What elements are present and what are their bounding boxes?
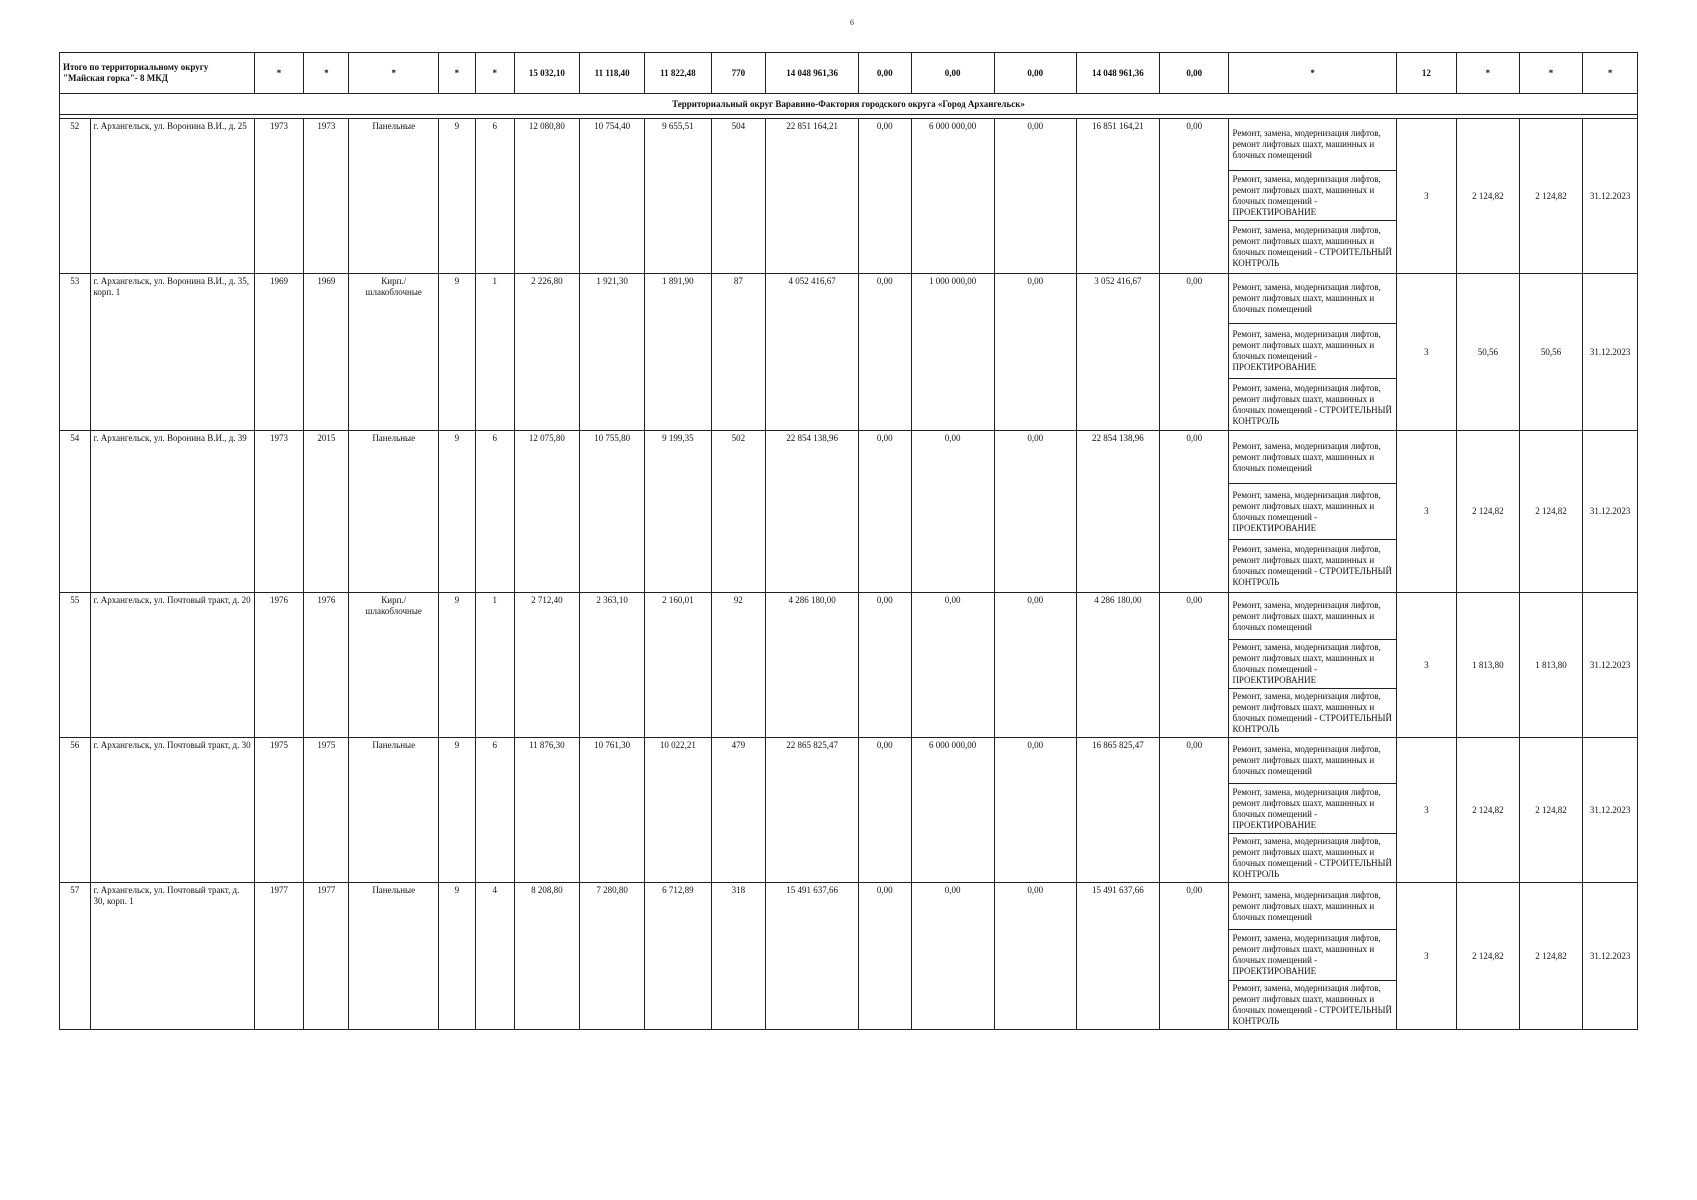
cell-num: 54	[60, 431, 91, 593]
cell-unit-cost: 2 124,82	[1456, 431, 1519, 593]
cell-living-area: 10 755,80	[579, 431, 644, 593]
cell-work-type: Ремонт, замена, модернизация лифтов, ремонт лифтовых шахт, машинных и блочных помещений	[1229, 738, 1396, 784]
cell-residential-area: 1 891,90	[645, 274, 711, 431]
cell-owners: 4 286 180,00	[1076, 593, 1159, 738]
cell-floors: 9	[438, 593, 475, 738]
cell-unit-cost: 1 813,80	[1456, 593, 1519, 738]
cell-year-overhaul: 1975	[304, 738, 349, 883]
overhaul-register-table	[59, 52, 1638, 1030]
cell-living-area: 10 754,40	[579, 119, 644, 274]
cell-floors: 9	[438, 883, 475, 1030]
cell-work-type: Ремонт, замена, модернизация лифтов, ремонт лифтовых шахт, машинных и блочных помещений	[1229, 593, 1396, 640]
cell-num: 57	[60, 883, 91, 1030]
cell-year-built: 1973	[254, 119, 303, 274]
cell-work-type: Ремонт, замена, модернизация лифтов, ремонт лифтовых шахт, машинных и блочных помещений - СТРОИТЕЛЬНЫЙ КОНТРОЛЬ	[1229, 221, 1396, 274]
cell-residential-area: 9 199,35	[645, 431, 711, 593]
total-year-overhaul: *	[304, 53, 349, 94]
total-other: 0,00	[1159, 53, 1228, 94]
cell-owners: 16 865 825,47	[1076, 738, 1159, 883]
cell-address: г. Архангельск, ул. Почтовый тракт, д. 30	[90, 738, 254, 883]
cell-max-cost: 50,56	[1519, 274, 1582, 431]
cell-count: 3	[1396, 119, 1456, 274]
cell-fund: 0,00	[858, 883, 911, 1030]
cell-living-area: 10 761,30	[579, 738, 644, 883]
cell-other: 0,00	[1159, 883, 1228, 1030]
table-row	[60, 883, 1638, 930]
cell-living-area: 1 921,30	[579, 274, 644, 431]
cell-unit-cost: 2 124,82	[1456, 883, 1519, 1030]
cell-year-built: 1969	[254, 274, 303, 431]
table-row	[60, 274, 1638, 324]
cell-total-area: 2 712,40	[514, 593, 579, 738]
total-owners: 14 048 961,36	[1076, 53, 1159, 94]
cell-deadline: 31.12.2023	[1583, 119, 1638, 274]
cell-budget-region: 0,00	[911, 593, 994, 738]
cell-deadline: 31.12.2023	[1583, 431, 1638, 593]
total-living-area: 11 118,40	[579, 53, 644, 94]
cell-work-type: Ремонт, замена, модернизация лифтов, ремонт лифтовых шахт, машинных и блочных помещений - ПРОЕКТИРОВАНИЕ	[1229, 484, 1396, 540]
cell-budget-local: 0,00	[994, 738, 1076, 883]
cell-deadline: 31.12.2023	[1583, 274, 1638, 431]
cell-material: Панельные	[349, 431, 438, 593]
cell-count: 3	[1396, 274, 1456, 431]
cell-entrances: 6	[475, 119, 514, 274]
cell-other: 0,00	[1159, 738, 1228, 883]
cell-count: 3	[1396, 883, 1456, 1030]
cell-work-type: Ремонт, замена, модернизация лифтов, ремонт лифтовых шахт, машинных и блочных помещений - СТРОИТЕЛЬНЫЙ КОНТРОЛЬ	[1229, 834, 1396, 883]
cell-material: Панельные	[349, 738, 438, 883]
district-total-row	[60, 53, 1638, 94]
cell-floors: 9	[438, 738, 475, 883]
cell-deadline: 31.12.2023	[1583, 593, 1638, 738]
cell-budget-region: 6 000 000,00	[911, 119, 994, 274]
cell-fund: 0,00	[858, 119, 911, 274]
cell-other: 0,00	[1159, 431, 1228, 593]
total-material: *	[349, 53, 438, 94]
cell-other: 0,00	[1159, 274, 1228, 431]
cell-residents: 479	[711, 738, 766, 883]
total-residents: 770	[711, 53, 766, 94]
cell-address: г. Архангельск, ул. Воронина В.И., д. 25	[90, 119, 254, 274]
table-row	[60, 738, 1638, 784]
total-unit-cost: *	[1456, 53, 1519, 94]
total-floors: *	[438, 53, 475, 94]
cell-cost-total: 15 491 637,66	[766, 883, 859, 1030]
cell-work-type: Ремонт, замена, модернизация лифтов, ремонт лифтовых шахт, машинных и блочных помещений - СТРОИТЕЛЬНЫЙ КОНТРОЛЬ	[1229, 689, 1396, 738]
cell-entrances: 6	[475, 738, 514, 883]
cell-num: 53	[60, 274, 91, 431]
cell-work-type: Ремонт, замена, модернизация лифтов, ремонт лифтовых шахт, машинных и блочных помещений - СТРОИТЕЛЬНЫЙ КОНТРОЛЬ	[1229, 540, 1396, 593]
cell-year-overhaul: 1969	[304, 274, 349, 431]
cell-address: г. Архангельск, ул. Воронина В.И., д. 35, корп. 1	[90, 274, 254, 431]
cell-other: 0,00	[1159, 119, 1228, 274]
total-cost: 14 048 961,36	[766, 53, 859, 94]
cell-num: 56	[60, 738, 91, 883]
cell-year-overhaul: 2015	[304, 431, 349, 593]
district-header-row	[60, 94, 1638, 115]
cell-max-cost: 2 124,82	[1519, 431, 1582, 593]
cell-residential-area: 6 712,89	[645, 883, 711, 1030]
page-number: 6	[850, 18, 854, 27]
total-fund: 0,00	[858, 53, 911, 94]
cell-residents: 318	[711, 883, 766, 1030]
table-row	[60, 119, 1638, 171]
cell-work-type: Ремонт, замена, модернизация лифтов, ремонт лифтовых шахт, машинных и блочных помещений - ПРОЕКТИРОВАНИЕ	[1229, 171, 1396, 221]
total-max-cost: *	[1519, 53, 1582, 94]
cell-living-area: 7 280,80	[579, 883, 644, 1030]
cell-address: г. Архангельск, ул. Воронина В.И., д. 39	[90, 431, 254, 593]
cell-max-cost: 1 813,80	[1519, 593, 1582, 738]
cell-total-area: 2 226,80	[514, 274, 579, 431]
cell-work-type: Ремонт, замена, модернизация лифтов, ремонт лифтовых шахт, машинных и блочных помещений - ПРОЕКТИРОВАНИЕ	[1229, 640, 1396, 689]
cell-owners: 16 851 164,21	[1076, 119, 1159, 274]
cell-year-overhaul: 1973	[304, 119, 349, 274]
total-budget-local: 0,00	[994, 53, 1076, 94]
cell-budget-local: 0,00	[994, 593, 1076, 738]
cell-cost-total: 4 052 416,67	[766, 274, 859, 431]
cell-material: Панельные	[349, 883, 438, 1030]
cell-living-area: 2 363,10	[579, 593, 644, 738]
cell-material: Кирп./ шлакоблочные	[349, 593, 438, 738]
cell-year-overhaul: 1976	[304, 593, 349, 738]
district-header: Территориальный округ Варавино-Фактория городского округа «Город Архангельск»	[60, 94, 1638, 115]
total-total-area: 15 032,10	[514, 53, 579, 94]
cell-cost-total: 22 865 825,47	[766, 738, 859, 883]
cell-residential-area: 10 022,21	[645, 738, 711, 883]
total-deadline: *	[1583, 53, 1638, 94]
cell-residential-area: 9 655,51	[645, 119, 711, 274]
total-budget-region: 0,00	[911, 53, 994, 94]
cell-work-type: Ремонт, замена, модернизация лифтов, ремонт лифтовых шахт, машинных и блочных помещений	[1229, 883, 1396, 930]
cell-residents: 92	[711, 593, 766, 738]
cell-work-type: Ремонт, замена, модернизация лифтов, ремонт лифтовых шахт, машинных и блочных помещений - ПРОЕКТИРОВАНИЕ	[1229, 324, 1396, 379]
cell-unit-cost: 2 124,82	[1456, 738, 1519, 883]
cell-budget-region: 1 000 000,00	[911, 274, 994, 431]
cell-work-type: Ремонт, замена, модернизация лифтов, ремонт лифтовых шахт, машинных и блочных помещений - ПРОЕКТИРОВАНИЕ	[1229, 784, 1396, 834]
total-entrances: *	[475, 53, 514, 94]
cell-cost-total: 22 851 164,21	[766, 119, 859, 274]
cell-work-type: Ремонт, замена, модернизация лифтов, ремонт лифтовых шахт, машинных и блочных помещений - ПРОЕКТИРОВАНИЕ	[1229, 930, 1396, 981]
cell-year-built: 1977	[254, 883, 303, 1030]
cell-num: 55	[60, 593, 91, 738]
cell-budget-local: 0,00	[994, 119, 1076, 274]
cell-budget-local: 0,00	[994, 431, 1076, 593]
cell-max-cost: 2 124,82	[1519, 119, 1582, 274]
cell-count: 3	[1396, 738, 1456, 883]
cell-year-built: 1975	[254, 738, 303, 883]
cell-fund: 0,00	[858, 431, 911, 593]
cell-deadline: 31.12.2023	[1583, 883, 1638, 1030]
table-row	[60, 431, 1638, 484]
cell-owners: 22 854 138,96	[1076, 431, 1159, 593]
cell-cost-total: 4 286 180,00	[766, 593, 859, 738]
cell-budget-region: 0,00	[911, 883, 994, 1030]
cell-entrances: 1	[475, 593, 514, 738]
total-count: 12	[1396, 53, 1456, 94]
cell-budget-local: 0,00	[994, 883, 1076, 1030]
cell-fund: 0,00	[858, 274, 911, 431]
cell-max-cost: 2 124,82	[1519, 883, 1582, 1030]
table-row	[60, 593, 1638, 640]
cell-floors: 9	[438, 119, 475, 274]
cell-year-built: 1976	[254, 593, 303, 738]
total-year-built: *	[254, 53, 303, 94]
cell-address: г. Архангельск, ул. Почтовый тракт, д. 30, корп. 1	[90, 883, 254, 1030]
cell-num: 52	[60, 119, 91, 274]
cell-cost-total: 22 854 138,96	[766, 431, 859, 593]
cell-work-type: Ремонт, замена, модернизация лифтов, ремонт лифтовых шахт, машинных и блочных помещений - СТРОИТЕЛЬНЫЙ КОНТРОЛЬ	[1229, 379, 1396, 431]
cell-fund: 0,00	[858, 738, 911, 883]
cell-total-area: 8 208,80	[514, 883, 579, 1030]
cell-count: 3	[1396, 431, 1456, 593]
cell-residential-area: 2 160,01	[645, 593, 711, 738]
cell-total-area: 12 075,80	[514, 431, 579, 593]
cell-unit-cost: 50,56	[1456, 274, 1519, 431]
cell-work-type: Ремонт, замена, модернизация лифтов, ремонт лифтовых шахт, машинных и блочных помещений	[1229, 274, 1396, 324]
cell-entrances: 6	[475, 431, 514, 593]
cell-material: Панельные	[349, 119, 438, 274]
cell-residents: 87	[711, 274, 766, 431]
cell-budget-region: 0,00	[911, 431, 994, 593]
cell-work-type: Ремонт, замена, модернизация лифтов, ремонт лифтовых шахт, машинных и блочных помещений	[1229, 119, 1396, 171]
total-row-name: Итого по территориальному округу "Майская горка"- 8 МКД	[60, 53, 255, 94]
cell-material: Кирп./ шлакоблочные	[349, 274, 438, 431]
cell-unit-cost: 2 124,82	[1456, 119, 1519, 274]
cell-deadline: 31.12.2023	[1583, 738, 1638, 883]
cell-owners: 15 491 637,66	[1076, 883, 1159, 1030]
cell-entrances: 1	[475, 274, 514, 431]
cell-total-area: 12 080,80	[514, 119, 579, 274]
cell-work-type: Ремонт, замена, модернизация лифтов, ремонт лифтовых шахт, машинных и блочных помещений - СТРОИТЕЛЬНЫЙ КОНТРОЛЬ	[1229, 981, 1396, 1030]
cell-entrances: 4	[475, 883, 514, 1030]
cell-address: г. Архангельск, ул. Почтовый тракт, д. 20	[90, 593, 254, 738]
cell-work-type: Ремонт, замена, модернизация лифтов, ремонт лифтовых шахт, машинных и блочных помещений	[1229, 431, 1396, 484]
cell-max-cost: 2 124,82	[1519, 738, 1582, 883]
cell-residents: 504	[711, 119, 766, 274]
cell-budget-local: 0,00	[994, 274, 1076, 431]
total-work: *	[1229, 53, 1396, 94]
cell-budget-region: 6 000 000,00	[911, 738, 994, 883]
cell-count: 3	[1396, 593, 1456, 738]
total-residential-area: 11 822,48	[645, 53, 711, 94]
cell-floors: 9	[438, 431, 475, 593]
cell-total-area: 11 876,30	[514, 738, 579, 883]
cell-year-overhaul: 1977	[304, 883, 349, 1030]
cell-owners: 3 052 416,67	[1076, 274, 1159, 431]
cell-floors: 9	[438, 274, 475, 431]
cell-other: 0,00	[1159, 593, 1228, 738]
cell-year-built: 1973	[254, 431, 303, 593]
cell-fund: 0,00	[858, 593, 911, 738]
cell-residents: 502	[711, 431, 766, 593]
